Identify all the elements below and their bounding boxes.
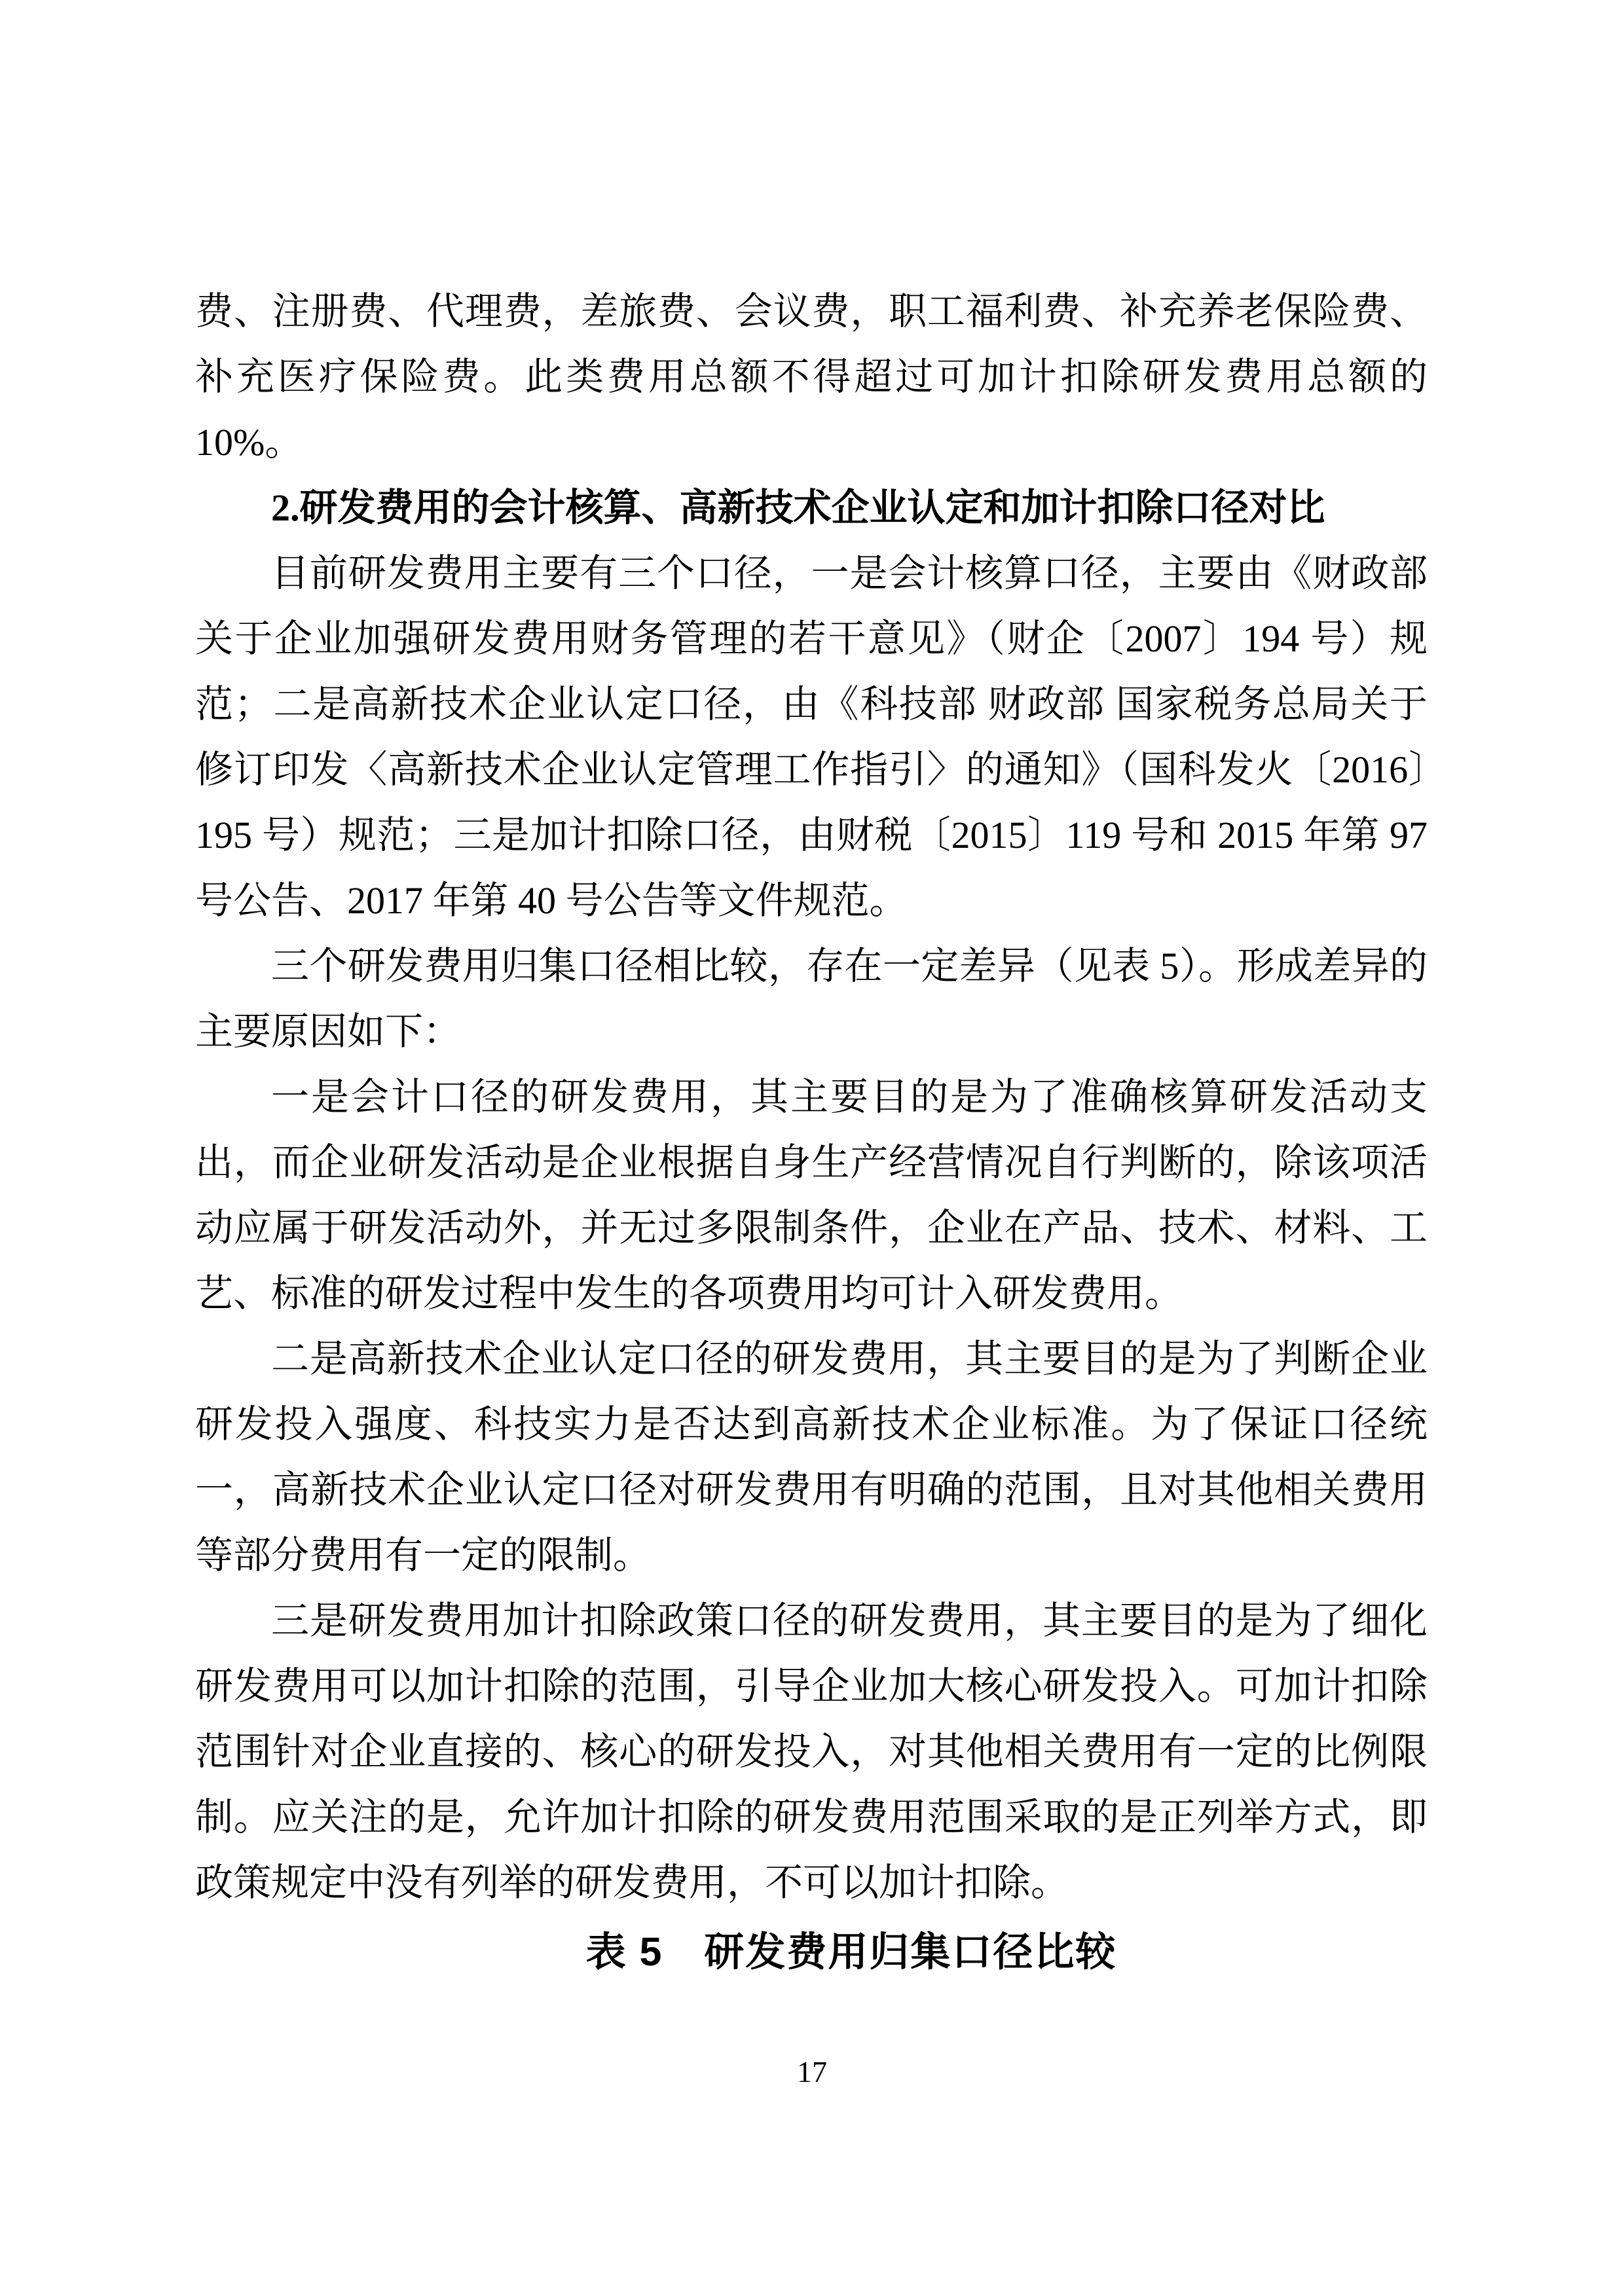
table-caption: 表 5 研发费用归集口径比较	[585, 1929, 1117, 1974]
paragraph-second-hightech-caliber: 二是高新技术企业认定口径的研发费用，其主要目的是为了判断企业研发投入强度、科技实力是否达到高新技术企业标准。为了保证口径统一，高新技术企业认定口径对研发费用有明确的范围，且对其他相关费用等部分费用有一定的限制。	[195, 1338, 1428, 1576]
paragraph-three-calibers: 目前研发费用主要有三个口径，一是会计核算口径，主要由《财政部关于企业加强研发费用财务管理的若干意见》（财企〔2007〕194 号）规范；二是高新技术企业认定口径，由《科技部 财政部 国家税务总局关于修订印发〈高新技术企业认定管理工作指引〉的通知》（国科发火〔2016〕195 号）规范；三是加计扣除口径，由财税〔2015〕119 号和 2015 年第 97 号公告、2017 年第 40 号公告等文件规范。	[195, 552, 1428, 922]
paragraph-differences-intro: 三个研发费用归集口径相比较，存在一定差异（见表 5）。形成差异的主要原因如下：	[195, 945, 1428, 1053]
paragraph-fee-limit-continuation: 费、注册费、代理费，差旅费、会议费，职工福利费、补充养老保险费、补充医疗保险费。此类费用总额不得超过可加计扣除研发费用总额的 10%。	[195, 290, 1428, 464]
body-text-block	[195, 279, 1428, 1988]
paragraph-first-accounting-caliber: 一是会计口径的研发费用，其主要目的是为了准确核算研发活动支出，而企业研发活动是企业根据自身生产经营情况自行判断的，除该项活动应属于研发活动外，并无过多限制条件，企业在产品、技术、材料、工艺、标准的研发过程中发生的各项费用均可计入研发费用。	[195, 1076, 1428, 1315]
paragraph-third-deduction-caliber: 三是研发费用加计扣除政策口径的研发费用，其主要目的是为了细化研发费用可以加计扣除的范围，引导企业加大核心研发投入。可加计扣除范围针对企业直接的、核心的研发投入，对其他相关费用有一定的比例限制。应关注的是，允许加计扣除的研发费用范围采取的是正列举方式，即政策规定中没有列举的研发费用，不可以加计扣除。	[195, 1599, 1428, 1904]
page-number: 17	[797, 2055, 827, 2088]
section-heading: 2.研发费用的会计核算、高新技术企业认定和加计扣除口径对比	[271, 486, 1325, 529]
